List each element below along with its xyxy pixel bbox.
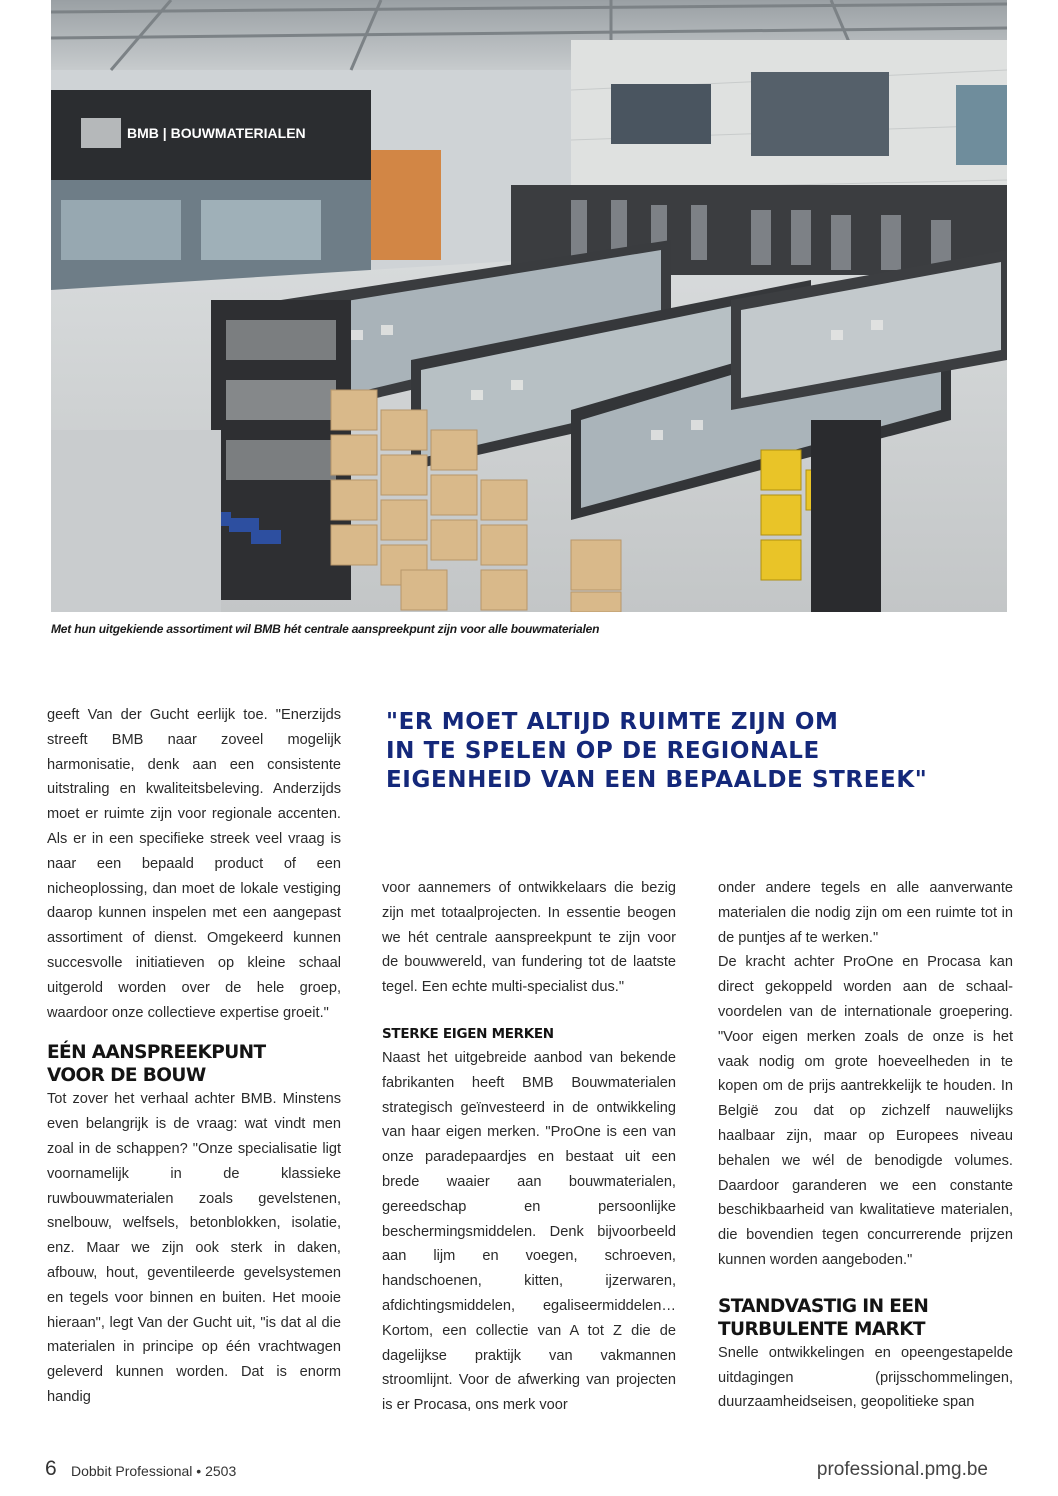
heading-line: STANDVASTIG IN EEN	[718, 1295, 929, 1317]
text-column-2	[382, 876, 676, 1418]
section-heading-eigen-merken: STERKE EIGEN MERKEN	[382, 1025, 554, 1042]
pull-quote-line: EIGENHEID VAN EEN BEPAALDE STREEK"	[386, 767, 928, 793]
col1-paragraph-1: geeft Van der Gucht eerlijk toe. "Enerzijds streeft BMB naar zoveel mogelijk harmonisatie, denk aan een consistente uitstraling en kwaliteitsbeleving. Anderzijds moet er ruimte zijn voor regionale accenten. Als er in een specifieke streek veel vraag is naar een bepaald product of een nicheoplossing, dan moet de lokale vestiging daarop kunnen inspelen met een aangepast assortiment of dienst. Omgekeerd kunnen succesvolle initiatieven op kleine schaal uitgerold worden over de hele groep, waardoor onze collectieve expertise groeit."	[47, 707, 341, 1021]
magazine-issue: Dobbit Professional • 2503	[71, 1463, 237, 1479]
text-column-1	[47, 703, 341, 1410]
pull-quote-line: "ER MOET ALTIJD RUIMTE ZIJN OM	[386, 709, 839, 735]
heading-line: EÉN AANSPREEKPUNT	[47, 1042, 266, 1064]
heading-line: VOOR DE BOUW	[47, 1065, 206, 1087]
heading-line: TURBULENTE MARKT	[718, 1318, 925, 1340]
col2-paragraph-2: Naast het uitgebreide aanbod van bekende fabrikanten heeft BMB Bouwmaterialen strategisch geïnvesteerd in de ontwikkeling van haar eigen merken. "ProOne is een van onze paradepaardjes en bestaat uit een brede waaier aan bouwmaterialen, gereedschap en persoonlijke beschermingsmiddelen. Denk bijvoorbeeld aan lijm en voegen, schroeven, handschoenen, kitten, ijzerwaren, afdichtingsmiddelen, egaliseermiddelen… Kortom, een collectie van A tot Z die de dagelijkse praktijk van vakmannen stroomlijnt. Voor de afwerking van projecten is er Procasa, ons merk voor	[382, 1049, 676, 1414]
col2-paragraph-1: voor aannemers of ontwikkelaars die bezig zijn met totaalprojecten. In essentie beogen we hét centrale aanspreekpunt te zijn voor de bouwwereld, van fundering tot de laatste tegel. Een echte multi-specialist dus."	[382, 880, 676, 996]
col3-paragraph-2: De kracht achter ProOne en Procasa kan direct gekoppeld worden aan de schaalvoordelen van de internationale groepering. "Voor eigen merken zoals de onze is het vaak nodig om grote hoeveelheden in te kopen om de prijs aantrekkelijk te houden. In België zou dat op zichzelf nauwelijks haalbaar zijn, maar op Europees niveau behalen we wél de benodigde volumes. Daardoor garanderen we een constante beschikbaarheid van kwalitatieve materialen, die bovendien tegen concurrerende prijzen kunnen worden aangeboden."	[718, 954, 1013, 1268]
section-heading-standvastig	[718, 1295, 1013, 1341]
pull-quote-line: IN TE SPELEN OP DE REGIONALE	[386, 738, 820, 764]
col3-paragraph-3: Snelle ontwikkelingen en opeengestapelde uitdagingen (prijsschommelingen, duurzaamheidseisen, geopolitieke span	[718, 1344, 1013, 1411]
store-photo-illustration	[51, 0, 1007, 612]
pull-quote	[386, 708, 1006, 795]
col3-paragraph-1: onder andere tegels en alle aanverwante materialen die nodig zijn om een ruimte tot in de puntjes af te werken."	[718, 880, 1013, 946]
store-interior-photo	[51, 0, 1007, 612]
photo-caption: Met hun uitgekiende assortiment wil BMB hét centrale aanspreekpunt zijn voor alle bouwmaterialen	[51, 622, 600, 636]
section-heading-aanspreekpunt	[47, 1041, 341, 1087]
store-sign-text: BMB | BOUWMATERIALEN	[127, 125, 306, 141]
page-number: 6	[45, 1457, 57, 1480]
col1-paragraph-2: Tot zover het verhaal achter BMB. Minstens even belangrijk is de vraag: wat vindt men zoal in de schappen? "Onze specialisatie ligt voornamelijk in de klassieke ruwbouwmaterialen zoals gevelstenen, snelbouw, welfsels, betonblokken, isolatie, enz. Maar we zijn ook sterk in daken, afbouw, hout, geventileerde gevelsystemen en tegels voor binnen en buiten. Het mooie hieraan", legt Van der Gucht uit, "is dat al die materialen in principe op één vrachtwagen geleverd kunnen worden. Dat is enorm handig	[47, 1091, 341, 1405]
website-link[interactable]: professional.pmg.be	[816, 1459, 988, 1480]
text-column-3	[718, 876, 1013, 1415]
